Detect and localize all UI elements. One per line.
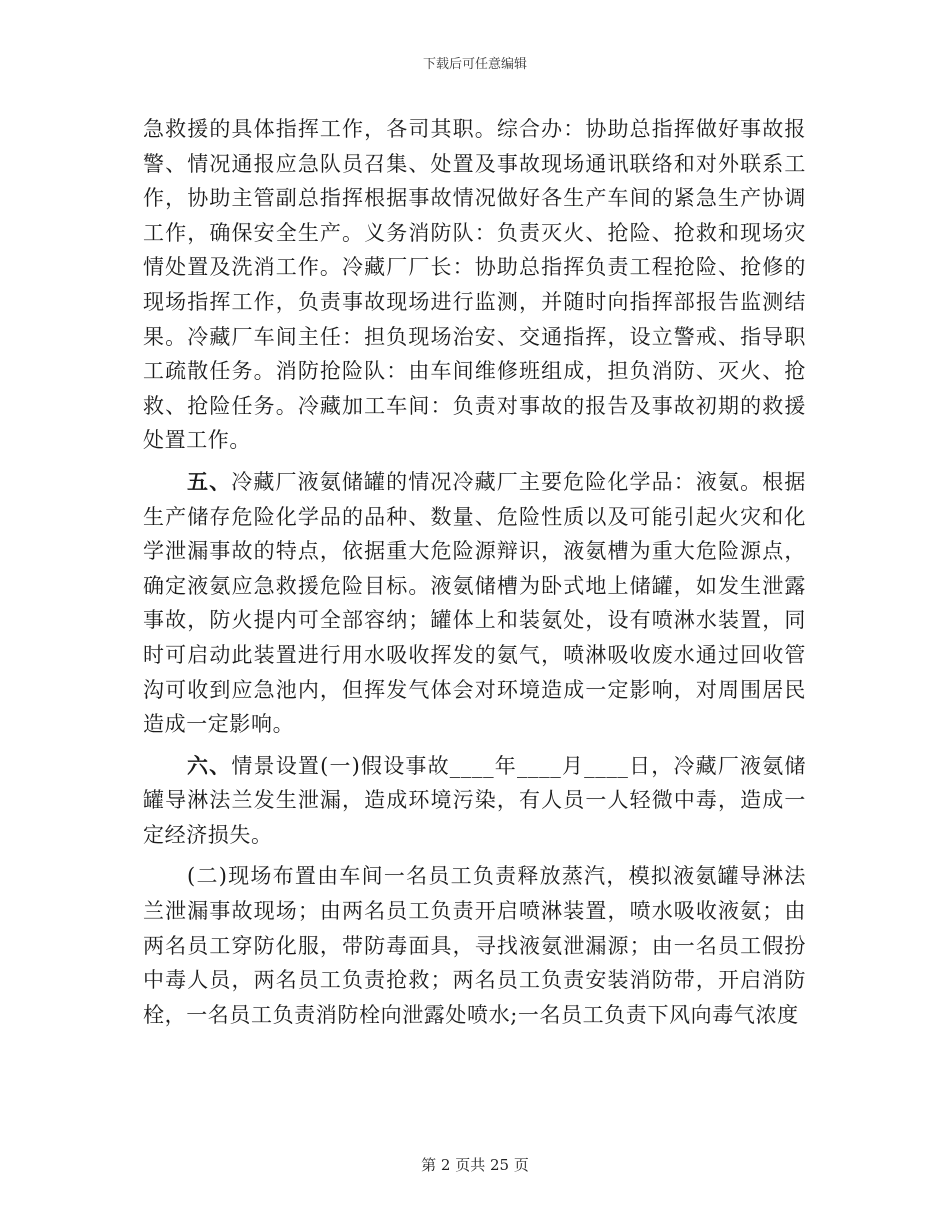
section-number: 五、 [187, 468, 232, 494]
paragraph-text: (二)现场布置由车间一名员工负责释放蒸汽，模拟液氨罐导淋法兰泄漏事故现场；由两名员工负责开启喷淋装置，喷水吸收液氨；由两名员工穿防化服，带防毒面具，寻找液氨泄漏源；由一名员工假扮中毒人员，两名员工负责抢救；两名员工负责安装消防带，开启消防栓，一名员工负责消防栓向泄露处喷水;一名员工负责下风向毒气浓度 [143, 864, 806, 1027]
section-number: 六、 [187, 752, 232, 778]
document-body [143, 112, 806, 1039]
paragraph-text: 情景设置(一)假设事故____年____月____日，冷藏厂液氨储罐导淋法兰发生泄漏，造成环境污染，有人员一人轻微中毒，造成一定经济损失。 [143, 753, 806, 847]
page-header: 下载后可任意编辑 [422, 57, 527, 72]
paragraph-command-duties [143, 112, 806, 458]
page-footer: 第 2 页共 25 页 [421, 1156, 529, 1174]
paragraph-section-6 [143, 749, 806, 853]
paragraph-text: 急救援的具体指挥工作，各司其职。综合办：协助总指挥做好事故报警、情况通报应急队员召集、处置及事故现场通讯联络和对外联系工作，协助主管副总指挥根据事故情况做好各生产车间的紧急生产协调工作，确保安全生产。义务消防队：负责灭火、抢险、抢救和现场灾情处置及洗消工作。冷藏厂厂长：协助总指挥负责工程抢险、抢修的现场指挥工作，负责事故现场进行监测，并随时向指挥部报告监测结果。冷藏厂车间主任：担负现场治安、交通指挥，设立警戒、指导职工疏散任务。消防抢险队：由车间维修班组成，担负消防、灭火、抢救、抢险任务。冷藏加工车间：负责对事故的报告及事故初期的救援处置工作。 [143, 117, 806, 453]
paragraph-section-5 [143, 465, 806, 742]
paragraph-scene-layout [143, 859, 806, 1032]
paragraph-text: 冷藏厂液氨储罐的情况冷藏厂主要危险化学品：液氨。根据生产储存危险化学品的品种、数量、危险性质以及可能引起火灾和化学泄漏事故的特点，依据重大危险源辩识，液氨槽为重大危险源点，确定液氨应急救援危险目标。液氨储槽为卧式地上储罐，如发生泄露事故，防火提内可全部容纳；罐体上和装氨处，设有喷淋水装置，同时可启动此装置进行用水吸收挥发的氨气，喷淋吸收废水通过回收管沟可收到应急池内，但挥发气体会对环境造成一定影响，对周围居民造成一定影响。 [143, 469, 806, 737]
